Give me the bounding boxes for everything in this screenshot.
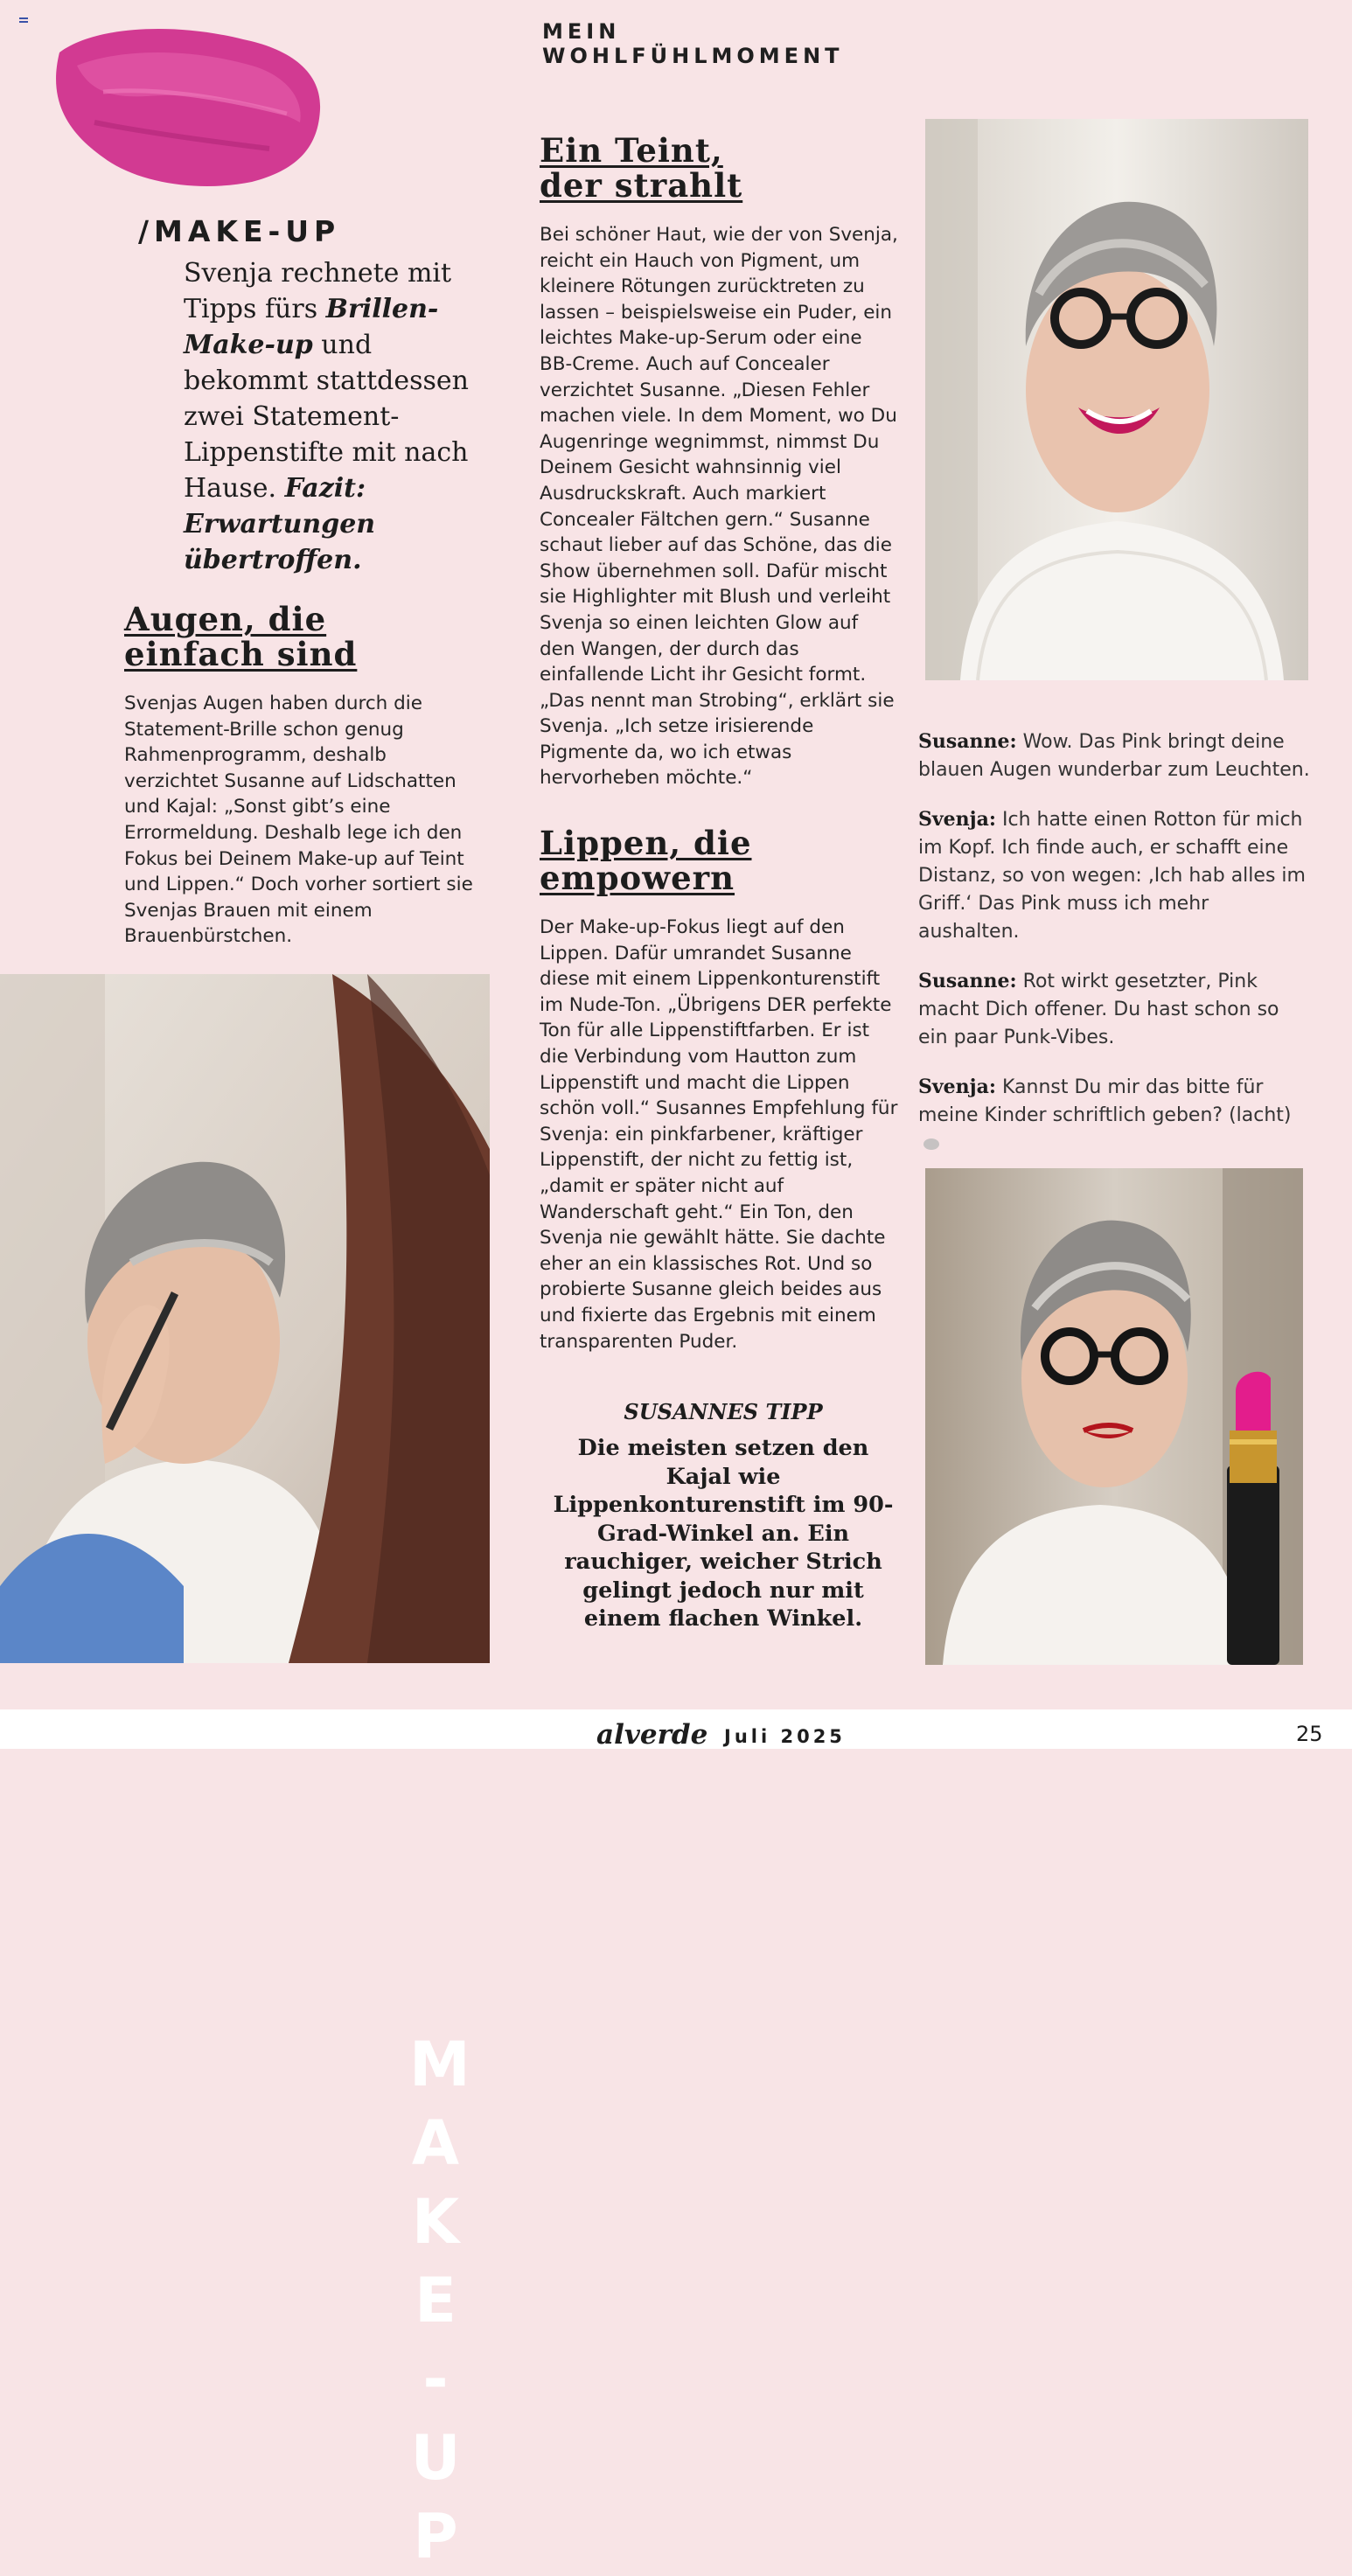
end-mark-icon xyxy=(923,1138,939,1150)
tipp-text: Die meisten setzen den Kajal wie Lippenkonturenstift im 90-Grad-Winkel an. Ein rauchiger, weicher Strich gelingt jedoch nur mit einem flachen Winkel. xyxy=(553,1435,894,1632)
page-number: 25 xyxy=(1296,1722,1323,1746)
photo-make-up-application xyxy=(0,974,490,2573)
section-label: /MAKE-UP xyxy=(138,214,341,248)
dialog-turn: Svenja: Ich hatte einen Rotton für mich im Kopf. Ich finde auch, er schafft eine Distanz, so von wegen: ‚Ich hab alles im Griff.‘ Das Pink muss ich mehr aushalten. xyxy=(918,808,1306,943)
heading-lippen: Lippen, die empowern xyxy=(540,824,752,897)
photo-svenja-laughing xyxy=(925,119,1308,680)
photo-svenja-lipstick xyxy=(925,1168,1303,1665)
menu-icon xyxy=(19,17,28,25)
dialog-block xyxy=(918,728,1312,1179)
tipp-title: SUSANNES TIPP xyxy=(624,1399,823,1424)
lipstick-swatch-image xyxy=(42,17,331,201)
dialog-turn: Susanne: Rot wirkt gesetzter, Pink macht Dich offener. Du hast schon so ein paar Punk-Vibes. xyxy=(918,970,1279,1048)
page-kicker: MEIN WOHLFÜHLMOMENT xyxy=(542,19,844,68)
teint-text: Bei schöner Haut, wie der von Svenja, reicht ein Hauch von Pigment, um kleinere Rötungen zurücktreten zu lassen – beispielsweise ein Puder, ein leichtes Make-up-Serum oder eine BB-Creme. Auch auf Concealer verzichtet Susanne. „Diesen Fehler machen viele. In dem Moment, wo Du Augenringe wegnimmst, nimmst Du Deinem Gesicht wahnsinnig viel Ausdruckskraft. Auch markiert Concealer Fältchen gern.“ Susanne schaut lieber auf das Schöne, das die Show übernehmen soll. Dafür mischt sie Highlighter mit Blush und verleiht Svenja so einen leichten Glow auf den Wangen, der durch das einfallende Licht ihr Gesicht formt. „Das nennt man Strobing“, erklärt sie Svenja. „Ich setze irisierende Pigmente da, wo ich etwas hervorheben möchte.“ xyxy=(540,224,898,790)
make-up-vertical-title: M A K E - U P xyxy=(409,2029,470,2573)
lippen-text: Der Make-up-Fokus liegt auf den Lippen. Dafür umrandet Susanne diese mit einem Lippenkonturenstift im Nude-Ton. „Übrigens DER perfekte Ton für alle Lippenstiftfarben. Er ist die Verbindung vom Hautton zum Lippenstift und macht die Lippen schön voll.“ Susannes Empfehlung für Svenja: ein pinkfarbener, kräftiger Lippenstift, der nicht zu fettig ist, „damit er später nicht auf Wanderschaft geht.“ Ein Ton, den Svenja nie gewählt hätte. Sie dachte eher an ein klassisches Rot. Und so probierte Susanne gleich beides aus und fixierte das Ergebnis mit einem transparenten Puder. xyxy=(540,916,898,1353)
heading-teint: Ein Teint, der strahlt xyxy=(540,131,743,205)
augen-text: Svenjas Augen haben durch die Statement-Brille schon genug Rahmenprogramm, deshalb verzichtet Susanne auf Lidschatten und Kajal: „Sonst gibt’s eine Errormeldung. Deshalb lege ich den Fokus bei Deinem Make-up auf Teint und Lippen.“ Doch vorher sortiert sie Svenjas Brauen mit einem Brauenbürstchen. xyxy=(124,693,473,948)
heading-augen: Augen, die einfach sind xyxy=(124,600,358,673)
intro-text: Svenja rechnete mit Tipps fürs Brillen-Make-up und bekommt stattdessen zwei Statement-Lippenstifte mit nach Hause. Fazit: Erwartungen übertroffen. xyxy=(184,258,469,575)
dialog-turn: Svenja: Kannst Du mir das bitte für meine Kinder schriftlich geben? (lacht) xyxy=(918,1073,1312,1158)
dialog-turn: Susanne: Wow. Das Pink bringt deine blauen Augen wunderbar zum Leuchten. xyxy=(918,730,1310,781)
footer-brand: alverde xyxy=(596,1719,708,1751)
footer-date: Juli 2025 xyxy=(724,1726,846,1747)
